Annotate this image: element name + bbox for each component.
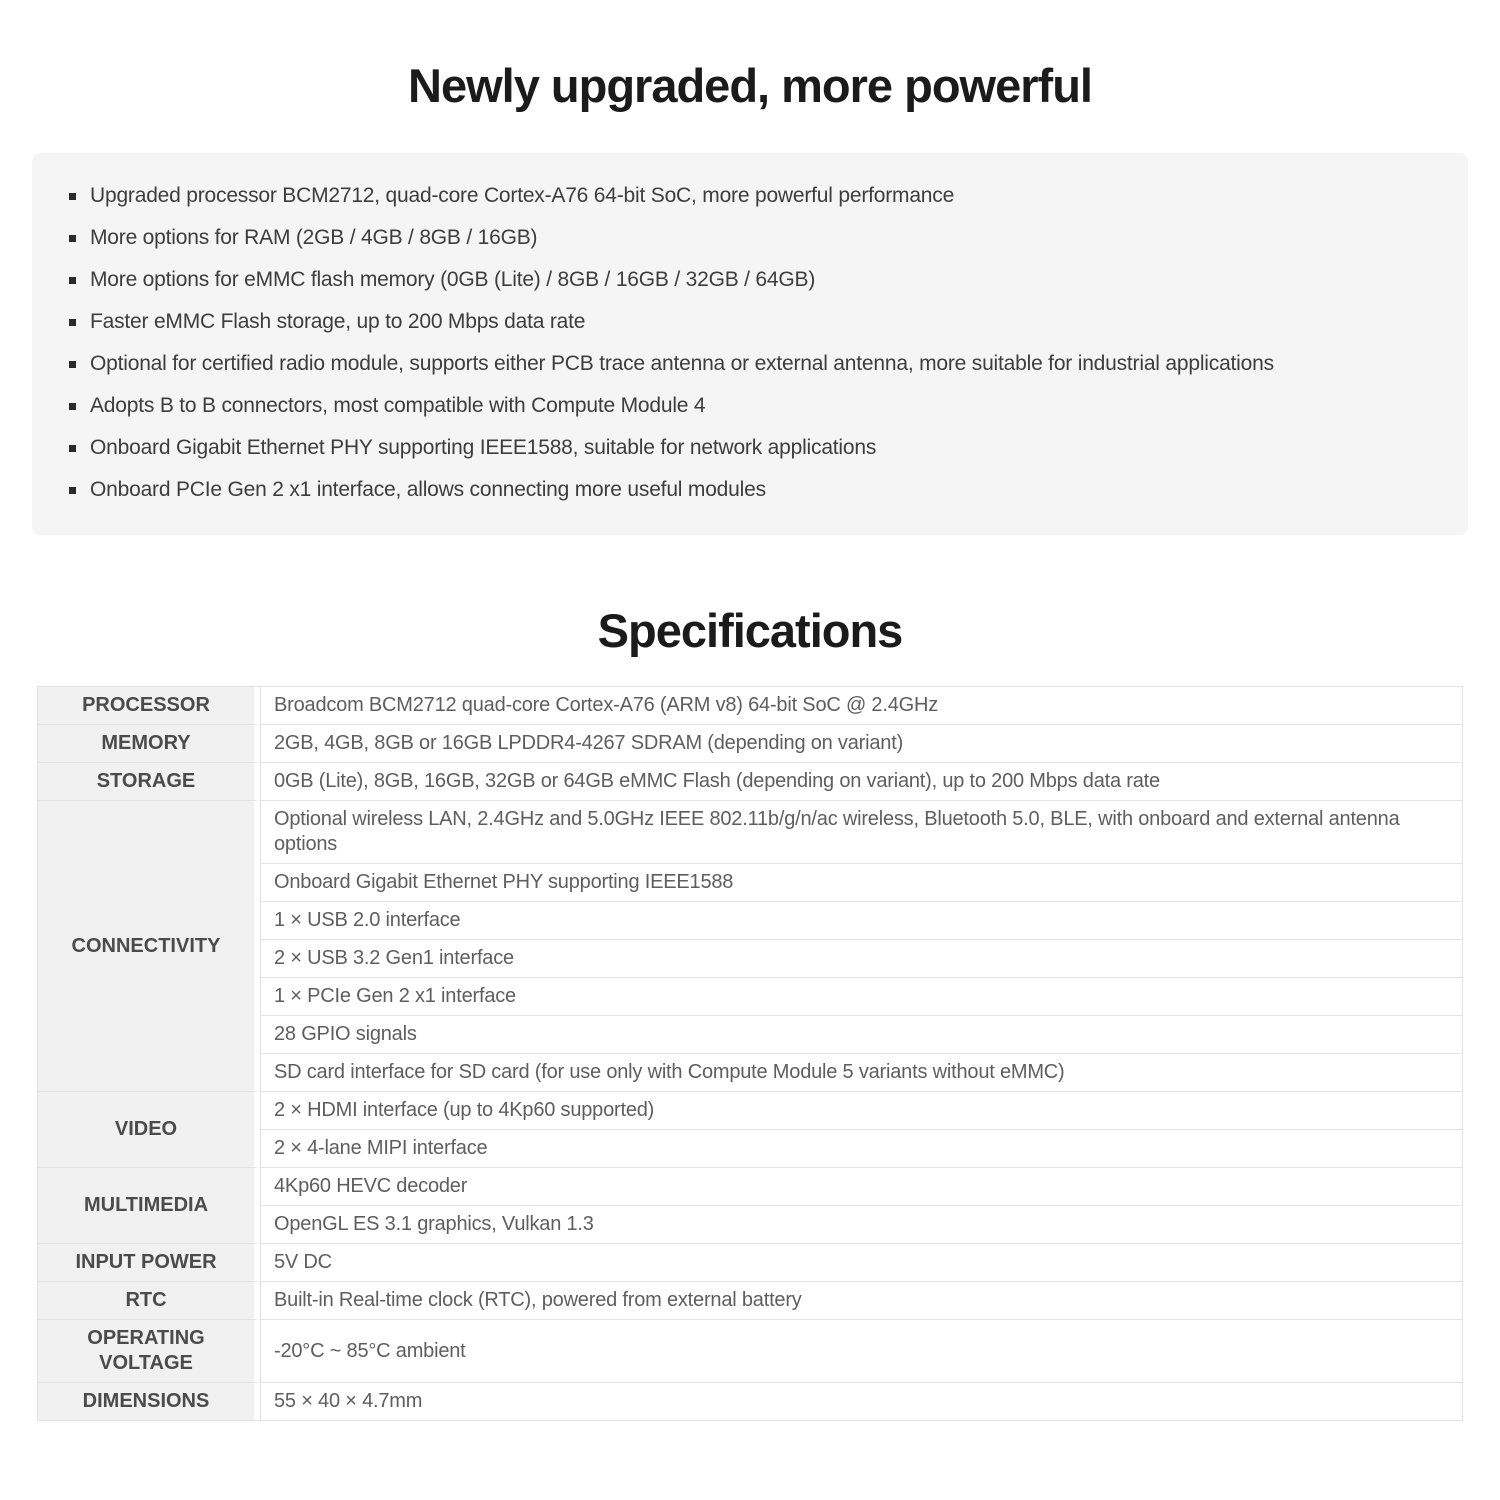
feature-item: [67, 427, 1423, 469]
spec-label-cell: [38, 687, 260, 725]
spec-label-cell: [38, 1282, 260, 1320]
spec-value-cell: Optional wireless LAN, 2.4GHz and 5.0GHz IEEE 802.11b/g/n/ac wireless, Bluetooth 5.0, BLE, with onboard and external antenna options: [260, 801, 1462, 864]
feature-item: [67, 259, 1423, 301]
spec-label-text: MEMORY: [101, 732, 191, 754]
spec-label-cell: [38, 725, 260, 763]
bullet-icon: [69, 277, 76, 284]
spec-value-cell: 1 × PCIe Gen 2 x1 interface: [260, 978, 1462, 1016]
feature-item-text: Onboard PCIe Gen 2 x1 interface, allows connecting more useful modules: [90, 478, 766, 501]
spec-label-cell: [38, 801, 260, 1092]
feature-item-text: Onboard Gigabit Ethernet PHY supporting IEEE1588, suitable for network applications: [90, 436, 877, 459]
bullet-icon: [69, 235, 76, 242]
feature-item-text: Faster eMMC Flash storage, up to 200 Mbps data rate: [90, 310, 586, 333]
spec-label-text: PROCESSOR: [82, 694, 210, 716]
bullet-icon: [69, 445, 76, 452]
features-box: [32, 153, 1468, 535]
spec-row: [38, 725, 1462, 763]
spec-label-text: STORAGE: [96, 770, 196, 792]
feature-item-text: Optional for certified radio module, supports either PCB trace antenna or external antenna, more suitable for industrial applications: [90, 352, 1274, 375]
spec-value-cell: 28 GPIO signals: [260, 1016, 1462, 1054]
spec-value-cell: -20°C ~ 85°C ambient: [260, 1320, 1462, 1383]
spec-label-text: VIDEO: [114, 1118, 178, 1140]
spec-label-cell: [38, 1244, 260, 1282]
spec-row: [38, 1092, 1462, 1130]
spec-value-cell: Onboard Gigabit Ethernet PHY supporting IEEE1588: [260, 864, 1462, 902]
spec-label-text: INPUT POWER: [75, 1251, 217, 1273]
bullet-icon: [69, 361, 76, 368]
spec-label-text: RTC: [125, 1289, 167, 1311]
feature-list: [67, 175, 1423, 511]
bullet-icon: [69, 403, 76, 410]
spec-value-cell: 1 × USB 2.0 interface: [260, 902, 1462, 940]
specs-title: Specifications: [597, 604, 903, 657]
spec-label-cell: [38, 1320, 260, 1383]
spec-value-cell: 2 × USB 3.2 Gen1 interface: [260, 940, 1462, 978]
feature-item-text: Adopts B to B connectors, most compatible with Compute Module 4: [90, 394, 706, 417]
spec-value-cell: SD card interface for SD card (for use only with Compute Module 5 variants without eMMC): [260, 1054, 1462, 1092]
spec-label-cell: [38, 1092, 260, 1168]
spec-row: [38, 1282, 1462, 1320]
spec-value-cell: 2GB, 4GB, 8GB or 16GB LPDDR4-4267 SDRAM (depending on variant): [260, 725, 1462, 763]
spec-value-cell: Built-in Real-time clock (RTC), powered from external battery: [260, 1282, 1462, 1320]
specs-table: [37, 686, 1463, 1421]
feature-item: [67, 343, 1423, 385]
spec-value-cell: 55 × 40 × 4.7mm: [260, 1383, 1462, 1420]
spec-row: [38, 763, 1462, 801]
feature-item: [67, 217, 1423, 259]
spec-label-cell: [38, 1383, 260, 1420]
spec-value-cell: 2 × HDMI interface (up to 4Kp60 supported): [260, 1092, 1462, 1130]
spec-label-cell: [38, 763, 260, 801]
spec-label-text: MULTIMEDIA: [83, 1194, 209, 1216]
spec-value-cell: 2 × 4-lane MIPI interface: [260, 1130, 1462, 1168]
spec-label-text: DIMENSIONS: [82, 1390, 210, 1412]
spec-value-cell: 4Kp60 HEVC decoder: [260, 1168, 1462, 1206]
spec-value-cell: OpenGL ES 3.1 graphics, Vulkan 1.3: [260, 1206, 1462, 1244]
spec-label-text: OPERATING VOLTAGE: [87, 1327, 205, 1374]
spec-row: [38, 801, 1462, 864]
bullet-icon: [69, 487, 76, 494]
spec-label-text: CONNECTIVITY: [71, 934, 221, 957]
spec-row: [38, 1383, 1462, 1420]
bullet-icon: [69, 319, 76, 326]
spec-row: [38, 1168, 1462, 1206]
feature-item: [67, 301, 1423, 343]
feature-item-text: Upgraded processor BCM2712, quad-core Cortex-A76 64-bit SoC, more powerful performance: [90, 184, 955, 207]
feature-item-text: More options for eMMC flash memory (0GB (Lite) / 8GB / 16GB / 32GB / 64GB): [90, 268, 816, 291]
spec-value-cell: 0GB (Lite), 8GB, 16GB, 32GB or 64GB eMMC Flash (depending on variant), up to 200 Mbps data rate: [260, 763, 1462, 801]
spec-value-cell: Broadcom BCM2712 quad-core Cortex-A76 (ARM v8) 64-bit SoC @ 2.4GHz: [260, 687, 1462, 725]
feature-item: [67, 175, 1423, 217]
spec-label-cell: [38, 1168, 260, 1244]
spec-value-cell: 5V DC: [260, 1244, 1462, 1282]
spec-row: [38, 687, 1462, 725]
feature-item: [67, 385, 1423, 427]
spec-row: [38, 1320, 1462, 1383]
spec-row: [38, 1244, 1462, 1282]
feature-item: [67, 469, 1423, 511]
specs-table-body: [38, 687, 1462, 1420]
feature-item-text: More options for RAM (2GB / 4GB / 8GB / 16GB): [90, 226, 538, 249]
bullet-icon: [69, 193, 76, 200]
page-title: Newly upgraded, more powerful: [408, 59, 1092, 112]
